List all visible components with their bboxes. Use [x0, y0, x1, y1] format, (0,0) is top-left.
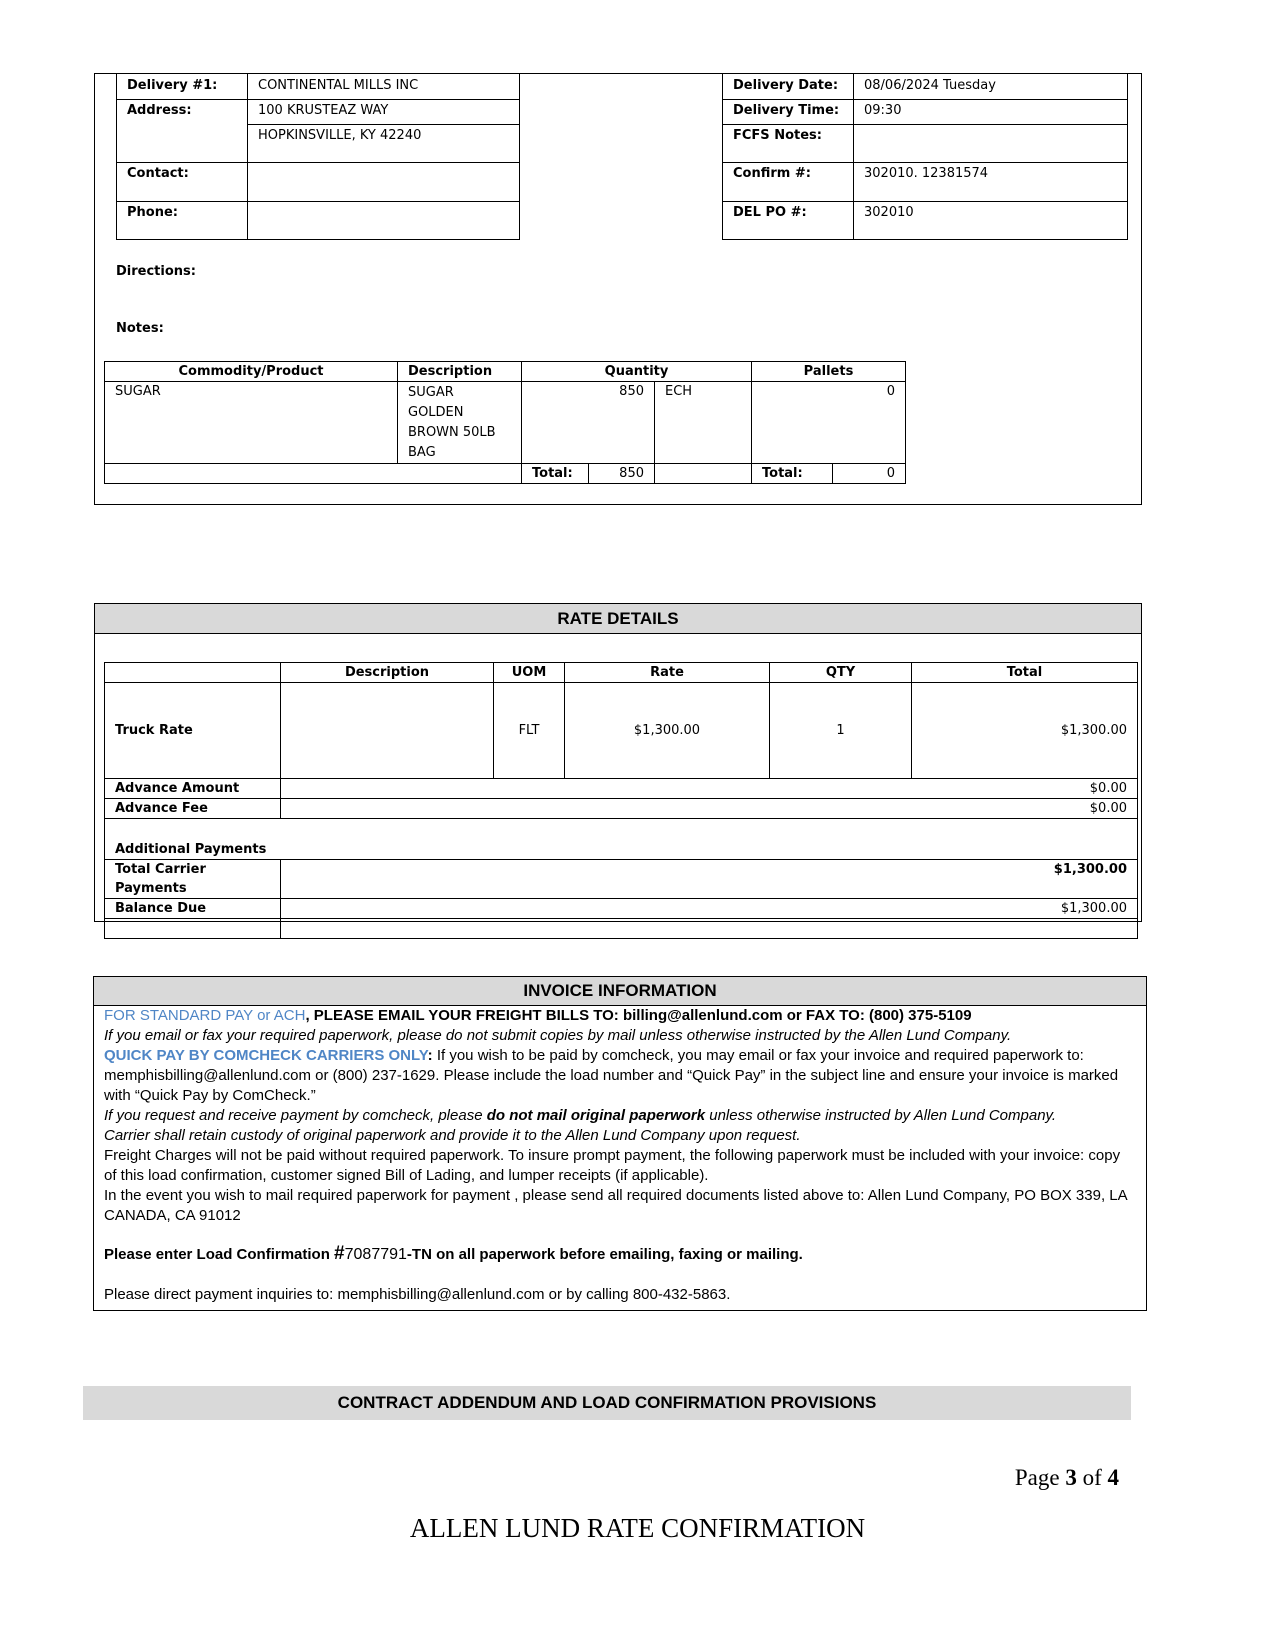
description-cell [398, 382, 522, 464]
payment-inquiries: Please direct payment inquiries to: memphisbilling@allenlund.com or by calling 800-432-5863. [104, 1286, 731, 1303]
product-cell: SUGAR [105, 382, 398, 464]
delivery-left-table [116, 73, 520, 240]
address-label-blank [117, 125, 248, 163]
rate-header-uom: UOM [494, 663, 565, 683]
phone-label: Phone: [117, 202, 248, 240]
truck-rate-rate: $1,300.00 [565, 683, 770, 779]
footer-title: ALLEN LUND RATE CONFIRMATION [409, 1513, 866, 1543]
desc-line: BROWN 50LB [408, 425, 496, 440]
del-po-value: 302010 [854, 202, 1128, 240]
advance-fee-label: Advance Fee [105, 799, 281, 819]
mail-paperwork-note: In the event you wish to mail required paperwork for payment , please send all required documents listed above to: Allen Lund Company, PO BOX 339, LA CANADA, CA 91012 [104, 1187, 1127, 1224]
phone-value [248, 202, 520, 240]
qty-total-value: 850 [589, 464, 655, 484]
truck-rate-description [281, 683, 494, 779]
pallets-header: Pallets [752, 362, 906, 382]
address-label: Address: [117, 100, 248, 125]
balance-due-label: Balance Due [105, 899, 281, 919]
delivery-right-table [722, 73, 1128, 240]
rate-table [104, 662, 1138, 939]
page-prefix: Page [1014, 1465, 1066, 1490]
rate-details-title: RATE DETAILS [95, 604, 1141, 634]
contact-label: Contact: [117, 163, 248, 202]
comcheck-note-bold: do not mail original paperwork [486, 1107, 706, 1124]
invoice-title: INVOICE INFORMATION [94, 977, 1146, 1006]
standard-pay-heading: FOR STANDARD PAY or ACH [104, 1007, 306, 1024]
quick-pay-heading: QUICK PAY BY COMCHECK CARRIERS ONLY [104, 1047, 428, 1064]
advance-fee-value: $0.00 [281, 799, 1138, 819]
rate-header-blank [105, 663, 281, 683]
quantity-cell: 850 [522, 382, 655, 464]
description-header: Description [398, 362, 522, 382]
commodity-header: Commodity/Product [105, 362, 398, 382]
page-current: 3 [1065, 1465, 1077, 1490]
fcfs-notes-value [854, 125, 1128, 163]
pallets-total-value: 0 [833, 464, 906, 484]
quick-pay-colon: : [427, 1047, 433, 1064]
address-line2: HOPKINSVILLE, KY 42240 [248, 125, 520, 163]
truck-rate-label: Truck Rate [105, 683, 281, 779]
balance-due-value: $1,300.00 [281, 899, 1138, 919]
del-po-label: DEL PO #: [723, 202, 854, 240]
standard-pay-text: , PLEASE EMAIL YOUR FREIGHT BILLS TO: billing@allenlund.com or FAX TO: (800) 375-5109 [305, 1007, 972, 1024]
load-confirm-a: Please enter Load Confirmation [104, 1246, 335, 1263]
load-confirm-number: 7087791 [344, 1246, 407, 1263]
invoice-section [93, 976, 1147, 1311]
page-number [1015, 1465, 1119, 1491]
rate-header-rate: Rate [565, 663, 770, 683]
desc-line: SUGAR [408, 385, 454, 400]
rate-empty-row-value [281, 919, 1138, 939]
comcheck-note-a: If you request and receive payment by comcheck, please [104, 1107, 487, 1124]
unit-total-blank [655, 464, 752, 484]
rate-header-total: Total [912, 663, 1138, 683]
truck-rate-qty: 1 [770, 683, 912, 779]
advance-amount-label: Advance Amount [105, 779, 281, 799]
commodity-table [104, 361, 906, 484]
confirm-value: 302010. 12381574 [854, 163, 1128, 202]
load-confirm-b: -TN on all paperwork before emailing, faxing or mailing. [406, 1246, 803, 1263]
directions-label: Directions: [116, 264, 196, 279]
custody-note: Carrier shall retain custody of original paperwork and provide it to the Allen Lund Company upon request. [104, 1127, 801, 1144]
delivery-date-label: Delivery Date: [723, 74, 854, 100]
pallets-total-label: Total: [752, 464, 833, 484]
notes-label: Notes: [116, 321, 164, 336]
truck-rate-total: $1,300.00 [912, 683, 1138, 779]
delivery-label: Delivery #1: [117, 74, 248, 100]
rate-header-qty: QTY [770, 663, 912, 683]
confirm-label: Confirm #: [723, 163, 854, 202]
email-fax-note: If you email or fax your required paperwork, please do not submit copies by mail unless otherwise instructed by the Allen Lund Company. [104, 1027, 1012, 1044]
total-carrier-label: Total Carrier Payments [105, 860, 281, 899]
delivery-time-value: 09:30 [854, 100, 1128, 125]
unit-cell: ECH [655, 382, 752, 464]
delivery-date-value: 08/06/2024 Tuesday [854, 74, 1128, 100]
desc-line: GOLDEN [408, 405, 464, 420]
page-of: of [1076, 1465, 1108, 1490]
additional-payments-label: Additional Payments [105, 819, 1138, 860]
rate-header-description: Description [281, 663, 494, 683]
delivery-company: CONTINENTAL MILLS INC [248, 74, 520, 100]
truck-rate-uom: FLT [494, 683, 565, 779]
total-spacer [105, 464, 522, 484]
load-confirm-hash: # [334, 1243, 345, 1264]
quantity-header: Quantity [522, 362, 752, 382]
quick-pay-text: If you wish to be paid by comcheck, you may email or fax your invoice and required paperwork to: memphisbilling@allenlund.com or (800) 237-1629. Please include the load number and “Quick Pay” in the subject line and ensure your invoice is marked with “Quick Pay by ComCheck.” [104, 1047, 1119, 1104]
contract-addendum-banner: CONTRACT ADDENDUM AND LOAD CONFIRMATION PROVISIONS [83, 1386, 1131, 1420]
qty-total-label: Total: [522, 464, 589, 484]
desc-line: BAG [408, 445, 436, 460]
contact-value [248, 163, 520, 202]
comcheck-note-c: unless otherwise instructed by Allen Lund Company. [705, 1107, 1057, 1124]
address-line1: 100 KRUSTEAZ WAY [248, 100, 520, 125]
delivery-time-label: Delivery Time: [723, 100, 854, 125]
advance-amount-value: $0.00 [281, 779, 1138, 799]
fcfs-notes-label: FCFS Notes: [723, 125, 854, 163]
freight-charges-note: Freight Charges will not be paid without required paperwork. To insure prompt payment, the following paperwork must be included with your invoice: copy of this load confirmation, customer signed Bill of Lading, and lumper receipts (if applicable). [104, 1147, 1121, 1184]
rate-empty-row-label [105, 919, 281, 939]
page-total: 4 [1107, 1465, 1119, 1490]
pallets-cell: 0 [752, 382, 906, 464]
total-carrier-value: $1,300.00 [281, 860, 1138, 899]
